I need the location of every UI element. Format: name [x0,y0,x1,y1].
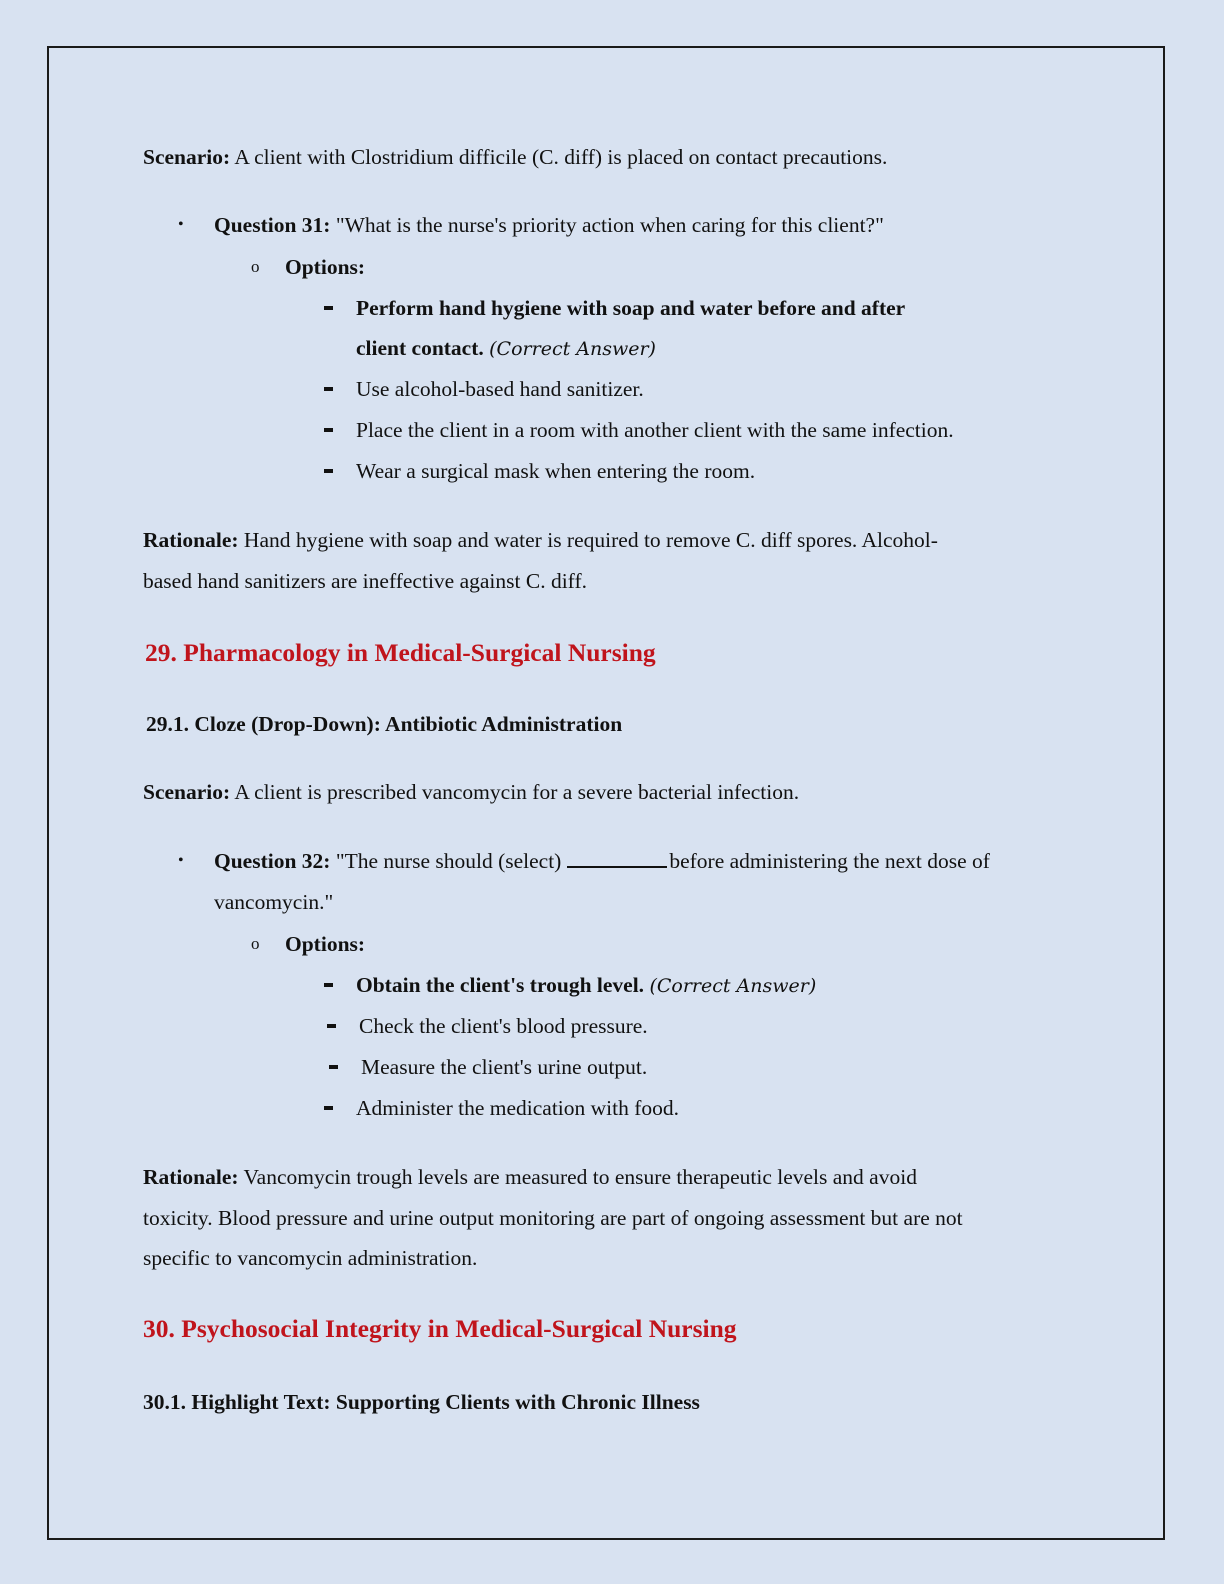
scenario-31 [143,144,887,170]
correct-answer-note: (Correct Answer) [489,338,656,360]
rationale-text: Hand hygiene with soap and water is required to remove C. diff spores. Alcohol- [238,528,938,552]
sub-bullet-icon: o [251,257,260,276]
option-4: Administer the medication with food. [356,1096,680,1120]
option-correct-line1: Perform hand hygiene with soap and water before and after [356,296,906,320]
scenario-text: A client is prescribed vancomycin for a severe bacterial infection. [230,780,800,804]
question-text: "The nurse should (select) [330,849,562,873]
rationale-text: Vancomycin trough levels are measured to ensure therapeutic levels and avoid [238,1165,917,1189]
dash-bullet-icon [324,1106,333,1110]
rationale-32-line3: specific to vancomycin administration. [143,1246,478,1270]
dash-bullet-icon [329,1065,338,1069]
scenario-32 [143,779,799,805]
dash-bullet-icon [327,1024,336,1028]
dash-bullet-icon [324,983,333,987]
rationale-32-line1 [143,1164,917,1190]
option-3: Measure the client's urine output. [361,1055,648,1079]
option-correct-text: client contact. [356,336,484,360]
option-3: Place the client in a room with another client with the same infection. [356,418,954,442]
dash-bullet-icon [324,428,333,432]
option-2: Use alcohol-based hand sanitizer. [356,377,644,401]
options-label: Options: [285,255,366,279]
scenario-text: A client with Clostridium difficile (C. diff) is placed on contact precautions. [230,145,888,169]
option-4: Wear a surgical mask when entering the room. [356,459,756,483]
dash-bullet-icon [324,387,333,391]
question-31 [214,212,884,238]
rationale-31-line2: based hand sanitizers are ineffective against C. diff. [143,569,587,593]
scenario-label: Scenario: [143,145,231,169]
drop-down-blank[interactable] [567,848,667,868]
question-32-line1 [214,848,990,874]
rationale-label: Rationale: [143,1165,239,1189]
scenario-label: Scenario: [143,780,231,804]
option-2: Check the client's blood pressure. [359,1014,648,1038]
option-correct-line2 [356,335,656,362]
question-text: "What is the nurse's priority action when caring for this client?" [330,213,884,237]
rationale-32-line2: toxicity. Blood pressure and urine output monitoring are part of ongoing assessment but are not [143,1206,963,1230]
rationale-label: Rationale: [143,528,239,552]
rationale-31-line1 [143,527,938,553]
option-correct-text: Obtain the client's trough level. [356,973,645,997]
question-text-after: before administering the next dose of [669,849,990,873]
bullet-icon: • [178,216,184,233]
question-label: Question 31: [214,213,331,237]
section-heading-29: 29. Pharmacology in Medical-Surgical Nursing [145,638,656,667]
correct-answer-note: (Correct Answer) [649,975,817,997]
subheading-29-1: 29.1. Cloze (Drop-Down): Antibiotic Administration [146,712,623,736]
bullet-icon: • [178,852,184,869]
dash-bullet-icon [324,306,333,310]
sub-bullet-icon: o [251,934,260,953]
subheading-30-1: 30.1. Highlight Text: Supporting Clients with Chronic Illness [143,1390,700,1414]
dash-bullet-icon [324,469,333,473]
question-label: Question 32: [214,849,331,873]
question-32-line2: vancomycin." [214,890,334,914]
option-correct [356,972,816,999]
options-label: Options: [285,932,366,956]
section-heading-30: 30. Psychosocial Integrity in Medical-Surgical Nursing [143,1314,737,1343]
